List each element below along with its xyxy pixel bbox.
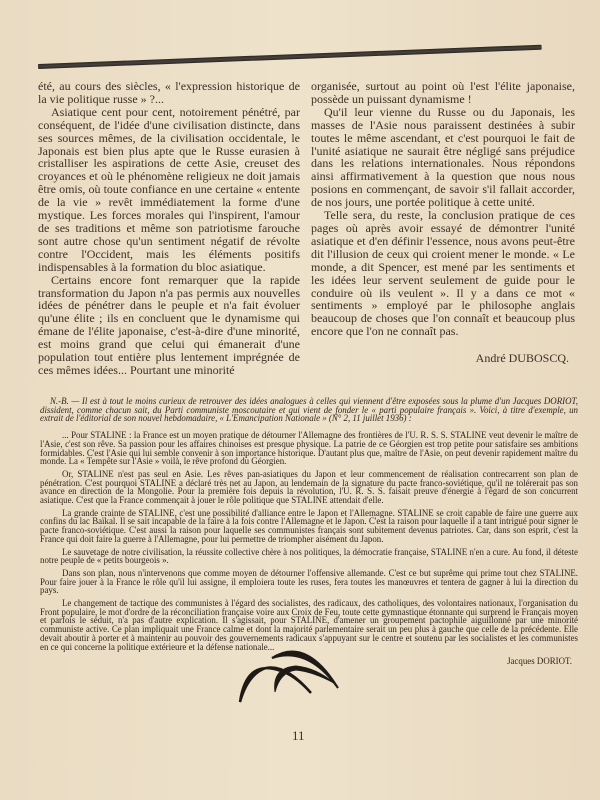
note-intro: N.-B. — Il est à tout le moins curieux de retrouver des idées analogues à celles qui viennent d'être exposées sous la plume d'un Jacques DORIOT, dissident, comme chacun sait, du Parti communiste moscoutaire et qui vient de fonder le « parti populaire français ». Voici, à titre d'exemple, un extrait de l'éditorial de son nouvel hebdomadaire, « L'Emancipation Nationale » (N° 2, 11 juillet 1936) : — [40, 396, 578, 424]
article-left-column — [38, 80, 300, 377]
arc-ornament-icon — [236, 640, 366, 710]
note-paragraph: Dans son plan, nous n'intervenons que comme moyen de détourner l'offensive allemande. C'est ce but suprême qui prime tout chez STALINE. Pour faire jouer à la France le rôle qu'il lui assigne, il emploiera toute les ruses, fera toutes les manœuvres et tentera de gagner à lui la direction du pays. — [40, 567, 578, 596]
paragraph: Certains encore font remarquer que la rapide transformation du Japon n'a pas permis aux nouvelles idées de pénétrer dans le peuple et n'a fait évoluer qu'une élite ; ils en concluent que le dynamisme qui émane de l'élite japonaise, c'est-à-dire d'une minorité, est moins grand que celui qui émanerait d'une population tout entière plus lentement imprégnée de ces mêmes idées... Pourtant une minorité — [38, 272, 300, 377]
paragraph: Asiatique cent pour cent, notoirement pénétré, par conséquent, de l'idée d'une civilisation distincte, dans ses sources mêmes, de la civilisation occidentale, le Japonais est bien plus apte que le Russe eurasien à cristalliser les aspirations de cette Asie, creuset des croyances et où le phénomène religieux ne doit jamais être omis, où toute confiance en une certaine « entente de la vie » revêt immédiatement la forme d'une mystique. Les forces morales qui l'inspirent, l'amour de ses traditions et même son patriotisme farouche sont autre chose qu'un sentiment négatif de révolte contre l'Occident, mais les éléments positifs indispensables à la formation du bloc asiatique. — [38, 104, 300, 274]
paragraph: Telle sera, du reste, la conclusion pratique de ces pages où après avoir essayé de démontrer l'unité asiatique et d'en définir l'essence, nous avons peut-être dit l'illusion de ceux qui croient mener le monde. « Le monde, a dit Spencer, est mené par les sentiments et les idées leur servent seulement de guide pour le conduire où ils veulent ». Il y a dans ce mot « sentiments » employé par le philosophe anglais beaucoup de choses que l'on connaît et beaucoup plus encore que l'on ne connaît pas. — [311, 208, 575, 339]
author-signature: André DUBOSCQ. — [475, 351, 569, 366]
paragraph: Qu'il leur vienne du Russe ou du Japonais, les masses de l'Asie nous paraissent destinées à subir toutes le même ascendant, et c'est pourquoi le fait de l'unité asiatique ne saurait être négligé sans préjudice dans les relations internationales. Nous répondons ainsi affirmativement à la question que nous nous posions en commençant, de savoir s'il fallait accorder, de nos jours, une portée politique à cette unité. — [311, 104, 575, 210]
article-right-column — [311, 80, 575, 365]
note-paragraph: Le sauvetage de notre civilisation, la réussite collective chère à nos politiques, la démocratie française, STALINE n'en a cure. Au fond, il déteste notre peuple de « petits bourgeois ». — [40, 546, 578, 566]
note-paragraph: Le changement de tactique des communistes à l'égard des socialistes, des radicaux, des catholiques, des volontaires nationaux, l'organisation du Front populaire, le mot d'ordre de la réconciliation française voire aux Croix de Feu, toute cette gymnastique étonnante qui surprend le Français moyen et parfois le séduit, n'a pas d'autre explication. Il s'agissait, pour STALINE, d'amener un groupement pactophile aiguillonné par une minorité communiste active. Ce plan impliquait une France calme et dont la majorité parlementaire serait un peu plus à gauche que celle de la précédente. Elle devait aboutir à porter et à maintenir au pouvoir des gouvernements radicaux s'appuyant sur le centre et soutenu par les socialistes et les communistes en ce qui concerne la politique extérieure et la défense nationale... — [40, 598, 578, 652]
paragraph: été, au cours des siècles, « l'expression historique de la vie politique russe » ?... — [38, 79, 300, 106]
note-paragraph: La grande crainte de STALINE, c'est une possibilité d'alliance entre le Japon et l'Allemagne. STALINE se croit capable de faire une guerre aux confins du lac Baïkal. Il se sait incapable de la faire à la fois contre l'Allemagne et le Japon. C'est la raison pour laquelle il a tant intrigué pour signer le pacte franco-soviétique. C'est aussi la raison pour laquelle ses communistes français sont subitement devenus patriotes. Car, dans son esprit, c'est la France qui doit faire la guerre à l'Allemagne, pour lui permettre de triompher aisément du Japon. — [40, 507, 578, 544]
editorial-note — [40, 397, 578, 670]
note-paragraph: ... Pour STALINE : la France est un moyen pratique de détourner l'Allemagne des frontières de l'U. R. S. S. STALINE veut devenir le maître de l'Asie, c'est son rêve. Sa passion pour les affaires chinoises est presque physique. La patrie de ce Géorgien est trop petite pour satisfaire ses ambitions formidables. C'est l'Asie qui lui semble convenir à son importance historique. D'autant plus que, maître de l'Asie, on peut devenir rapidement maître du monde. La « Tempête sur l'Asie » voilà, le rêve profond du Géorgien. — [40, 430, 578, 467]
page-number: 11 — [292, 728, 305, 743]
note-paragraph: Or, STALINE n'est pas seul en Asie. Les rêves pan-asiatiques du Japon et leur commencement de réalisation contrecarrent son plan de pénétration. C'est pourquoi STALINE a déclaré très net au Japon, au lendemain de la signature du pacte franco-soviétique, qu'il ne tolérerait pas son avance en direction de la Mongolie. Pour la première fois depuis la révolution, l'U. R. S. S. faisait preuve d'énergie à l'égard de son concurrent asiatique. C'est que la France commençait à jouer le rôle politique que STALINE attendait d'elle. — [40, 468, 578, 506]
header-rule — [38, 45, 542, 69]
paragraph: organisée, surtout au point où l'est l'élite japonaise, possède un puissant dynamisme ! — [311, 79, 575, 106]
note-signature: Jacques DORIOT. — [507, 656, 572, 667]
